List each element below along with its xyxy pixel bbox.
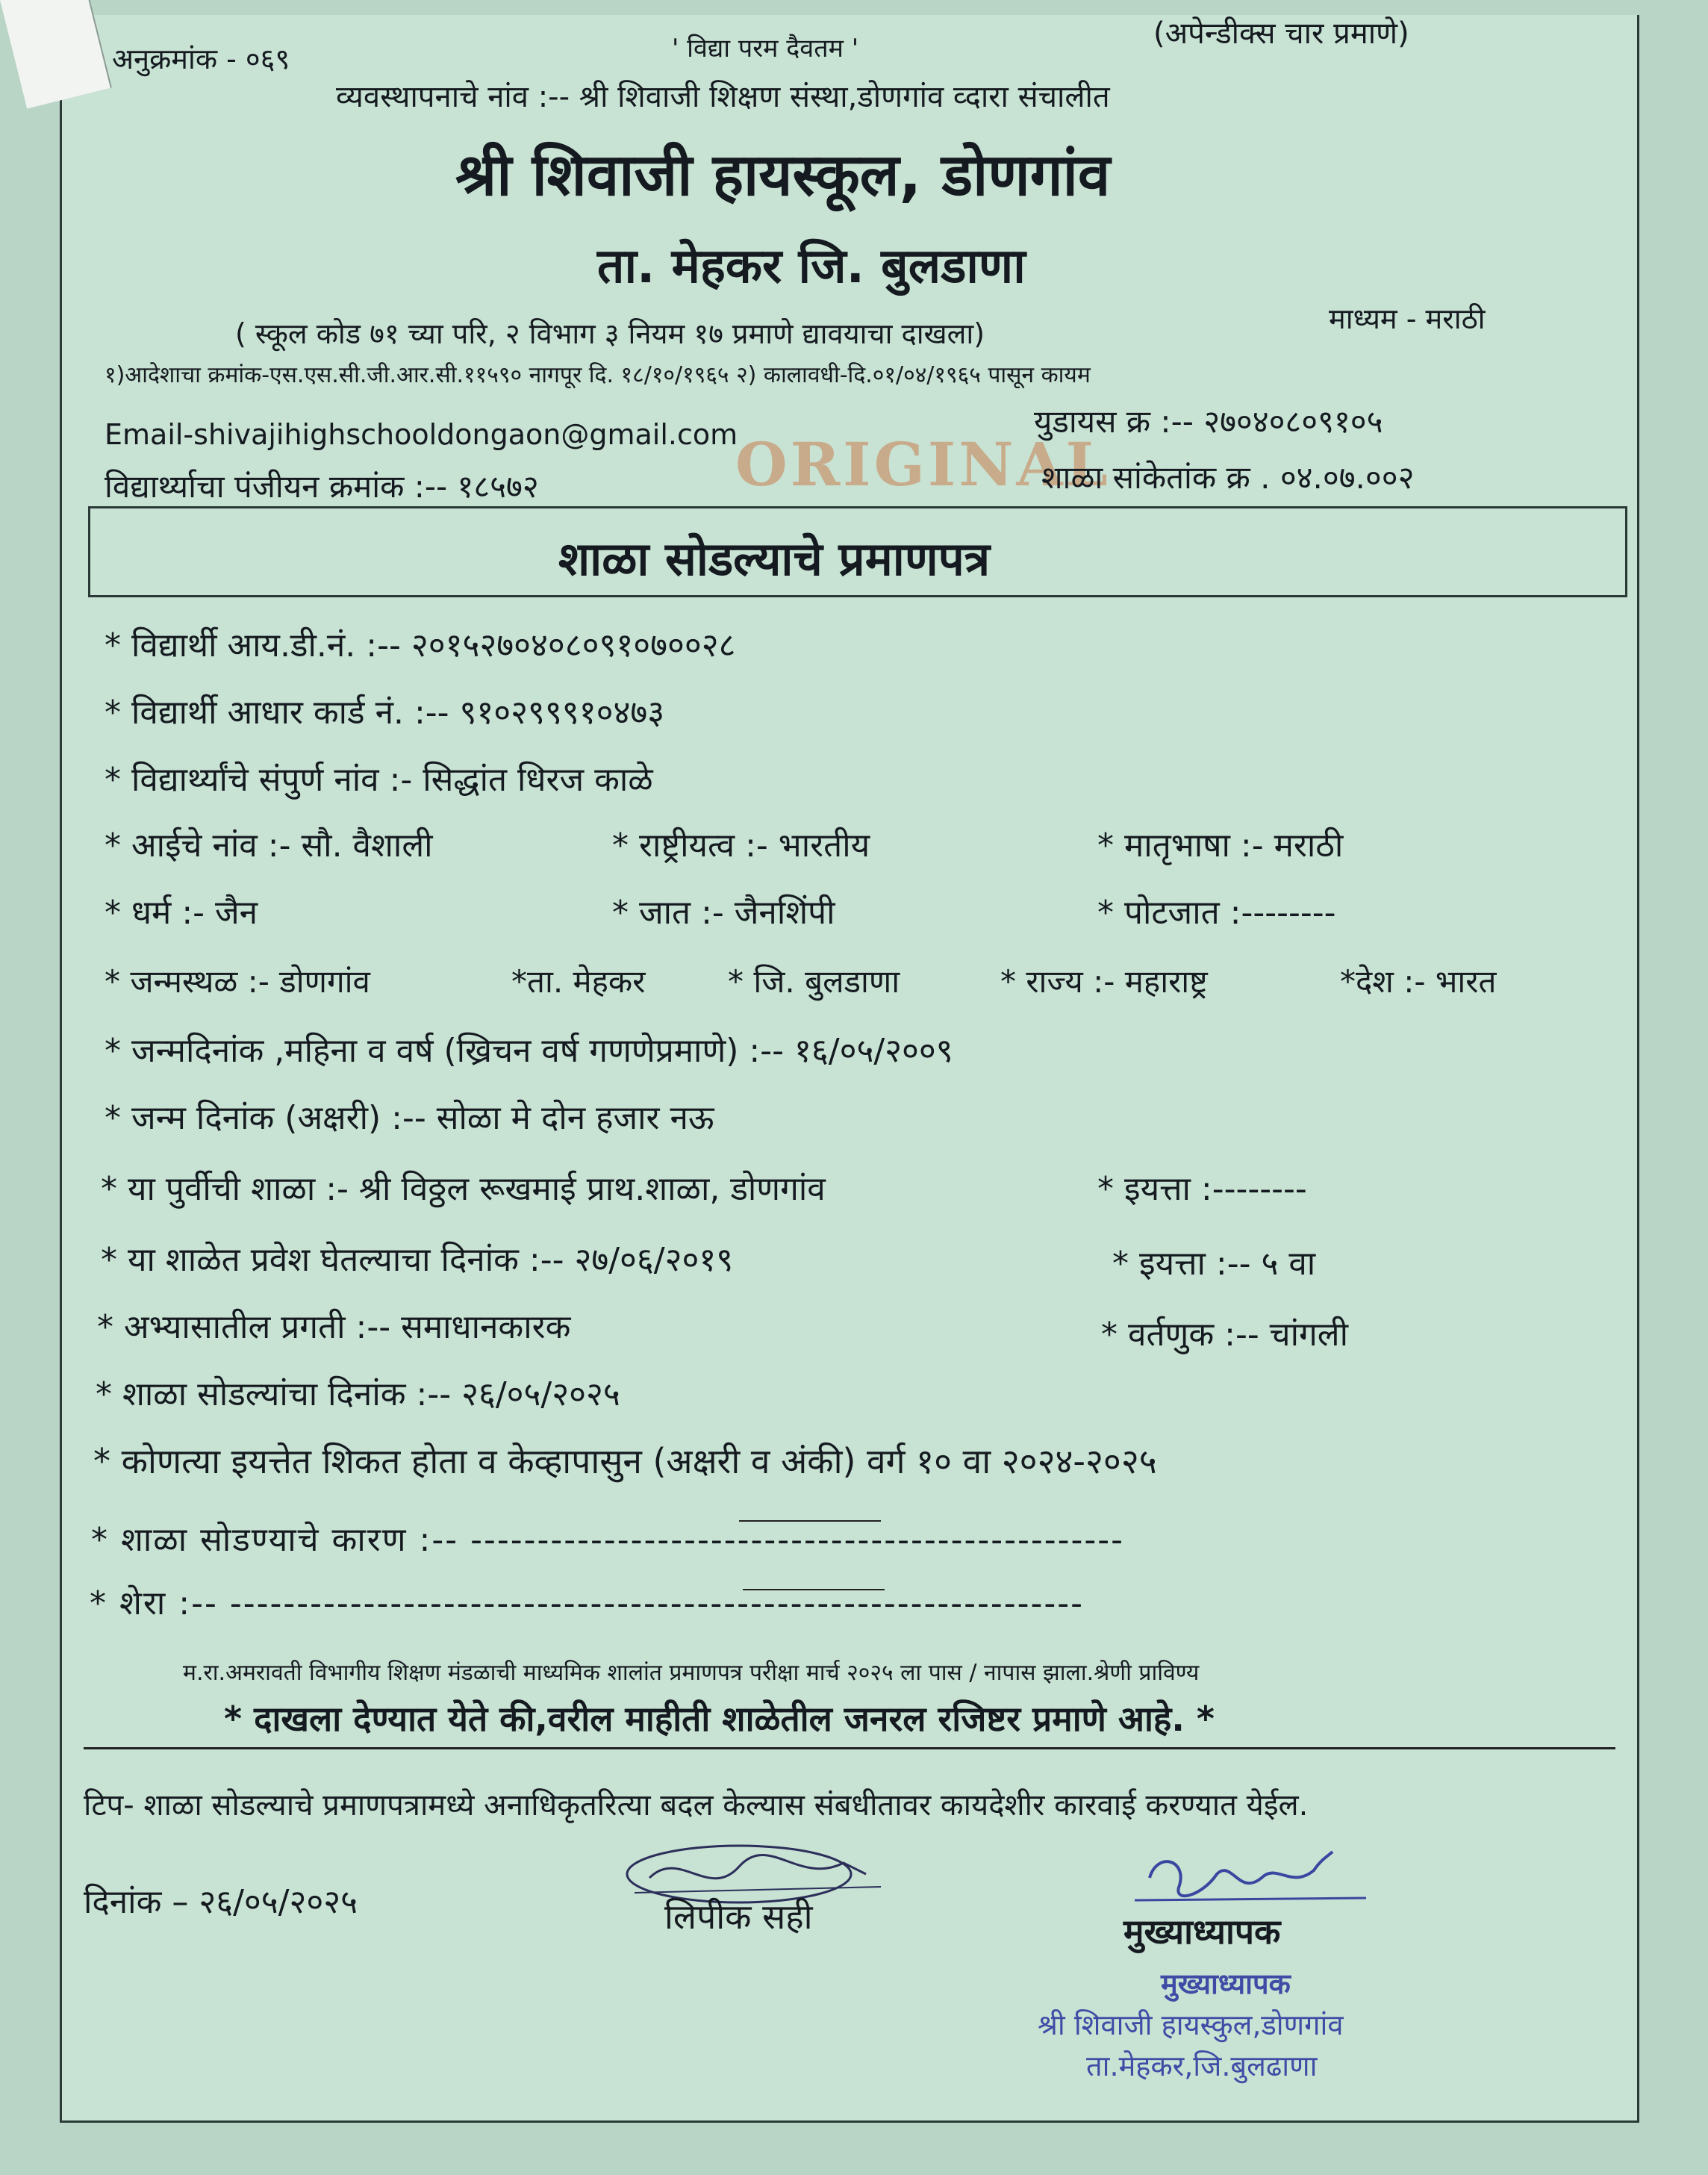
birth-country: *देश :- भारत xyxy=(1340,963,1497,1000)
headmaster-label: मुख्याध्यापक xyxy=(1123,1911,1281,1952)
student-id: * विद्यार्थी आय.डी.नं. :-- २०१५२७०४०८०९१०७००२८ xyxy=(105,626,736,665)
previous-school: * या पुर्वीची शाळा :- श्री विठ्ठल रूखमाई प्राथ.शाळा, डोणगांव xyxy=(101,1170,826,1208)
student-full-name: * विद्यार्थ्यांचे संपुर्ण नांव :- सिद्धांत धिरज काळे xyxy=(105,761,653,799)
serial-number: अनुक्रमांक - ०६९ xyxy=(112,43,290,75)
school-index: शाळा सांकेतांक क्र . ०४.०७.००२ xyxy=(1041,459,1415,496)
email: Email-shivajihighschooldongaon@gmail.com xyxy=(105,418,738,451)
footer-divider xyxy=(84,1747,1615,1749)
certificate-title: शाळा सोडल्याचे प्रमाणपत्र xyxy=(558,532,991,586)
clerk-signature-label: लिपीक सही xyxy=(664,1896,813,1937)
tampering-note: टिप- शाळा सोडल्याचे प्रमाणपत्रामध्ये अनाधिकृतरित्या बदल केल्यास संबधीतावर कायदेशीर कारवाई करण्यात येईल. xyxy=(84,1788,1309,1823)
seal-place: ता.मेहकर,जि.बुलढाणा xyxy=(1086,2050,1318,2082)
udise-number: युडायस क्र :-- २७०४०८०९१०५ xyxy=(1034,403,1383,440)
rule-note: ( स्कूल कोड ७१ च्या परि, २ विभाग ३ नियम १७ प्रमाणे द्यावयाचा दाखला) xyxy=(235,317,985,350)
registration-number: विद्यार्थ्याचा पंजीयन क्रमांक :-- १८५७२ xyxy=(105,468,539,505)
leaving-date: * शाळा सोडल्यांचा दिनांक :-- २६/०५/२०२५ xyxy=(96,1375,620,1413)
taluka-district: ता. मेहकर जि. बुलडाणा xyxy=(597,239,1026,294)
birth-state: * राज्य :- महाराष्ट्र xyxy=(1000,963,1208,1000)
leaving-reason: * शाळा सोडण्याचे कारण :-- ------------------------------------------------- xyxy=(91,1521,1125,1559)
school-name: श्री शिवाजी हायस्कूल, डोणगांव xyxy=(455,142,1111,209)
conduct: * वर्तणुक :-- चांगली xyxy=(1101,1316,1349,1354)
admission-standard: * इयत्ता :-- ५ वा xyxy=(1112,1245,1316,1283)
religion: * धर्म :- जैन xyxy=(105,894,258,932)
studying-in: * कोणत्या इयत्तेत शिकत होता व केव्हापासुन (अक्षरी व अंकी) वर्ग १० वा २०२४-२०२५ xyxy=(93,1441,1157,1481)
mother-tongue: * मातृभाषा :- मराठी xyxy=(1097,827,1344,865)
issue-date: दिनांक – २६/०५/२०२५ xyxy=(84,1883,358,1921)
caste: * जात :- जैनशिंपी xyxy=(612,894,835,932)
mother-name: * आईचे नांव :- सौ. वैशाली xyxy=(105,827,433,865)
remarks: * शेरा :-- ---------------------------------------------------------------- xyxy=(90,1584,1084,1622)
aadhar-number: * विद्यार्थी आधार कार्ड नं. :-- ९१०२९९९१०४७३ xyxy=(105,694,665,732)
admission-date: * या शाळेत प्रवेश घेतल्याचा दिनांक :-- २७/०६/२०१९ xyxy=(101,1241,734,1279)
seal-title: मुख्याध्यापक xyxy=(1161,1967,1291,2000)
subcaste: * पोटजात :-------- xyxy=(1097,894,1336,932)
headmaster-signature xyxy=(1127,1844,1374,1915)
academic-progress: * अभ्यासातील प्रगती :-- समाधानकारक xyxy=(97,1308,571,1346)
exam-result-note: म.रा.अमरावती विभागीय शिक्षण मंडळाची माध्यमिक शालांत प्रमाणपत्र परीक्षा मार्च २०२५ ला पास / नापास झाला.श्रेणी प्राविण्य xyxy=(183,1660,1200,1686)
nationality: * राष्ट्रीयत्व :- भारतीय xyxy=(612,827,870,865)
original-stamp: ORIGINAL xyxy=(735,429,1111,500)
declaration: * दाखला देण्यात येते की,वरील माहीती शाळेतील जनरल रजिष्टर प्रमाणे आहे. * xyxy=(224,1699,1215,1739)
birth-district: * जि. बुलडाणा xyxy=(728,963,900,1000)
motto: ' विद्या परम दैवतम ' xyxy=(672,34,859,63)
medium: माध्यम - मराठी xyxy=(1329,302,1486,335)
previous-standard: * इयत्ता :-------- xyxy=(1097,1170,1307,1208)
date-of-birth: * जन्मदिनांक ,महिना व वर्ष (ख्रिचन वर्ष गणणेप्रमाणे) :-- १६/०५/२००९ xyxy=(105,1032,953,1070)
appendix-note: (अपेन्डीक्स चार प्रमाणे) xyxy=(1153,16,1409,51)
date-of-birth-words: * जन्म दिनांक (अक्षरी) :-- सोळा मे दोन हजार नऊ xyxy=(105,1099,714,1137)
order-line: १)आदेशाचा क्रमांक-एस.एस.सी.जी.आर.सी.११५९० नागपूर दि. १८/१०/१९६५ २) कालावधी-दि.०१/०४/१९६५ पासून कायम xyxy=(105,362,1091,388)
birth-taluka: *ता. मेहकर xyxy=(511,963,646,1000)
birthplace: * जन्मस्थळ :- डोणगांव xyxy=(105,963,370,1000)
management-line: व्यवस्थापनाचे नांव :-- श्री शिवाजी शिक्षण संस्था,डोणगांव व्दारा संचालीत xyxy=(336,80,1110,114)
seal-school: श्री शिवाजी हायस्कुल,डोणगांव xyxy=(1038,2008,1344,2041)
